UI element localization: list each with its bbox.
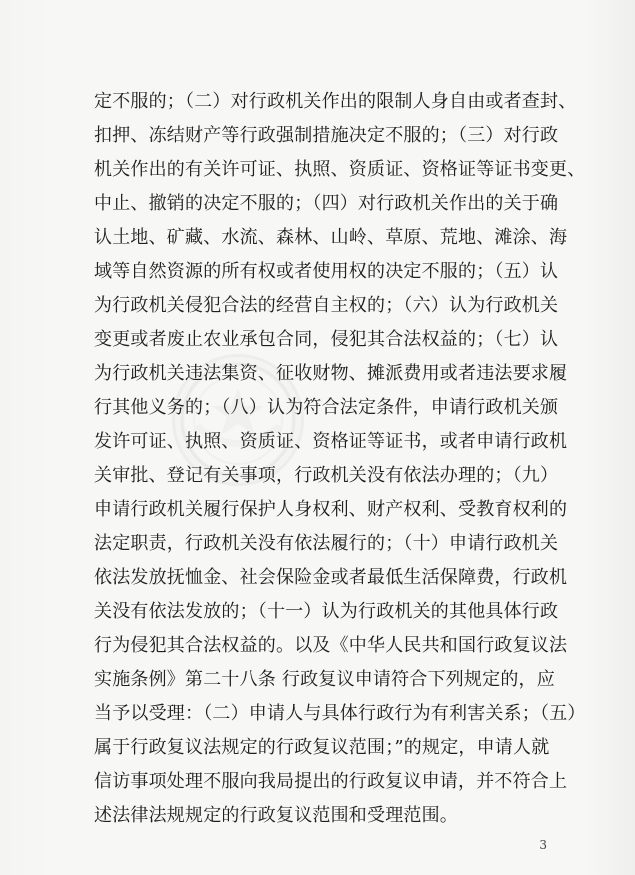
body-text-line-12: 关审批、登记有关事项，行政机关没有依法办理的；（九） (94, 465, 559, 486)
body-text-line-20: 属于行政复议法规定的行政复议范围；”的规定，申请人就 (94, 737, 550, 758)
body-text-line-3: 机关作出的有关许可证、执照、资质证、资格证等证书变更、 (94, 159, 586, 180)
body-text-line-5: 认土地、矿藏、水流、森林、山岭、草原、荒地、滩涂、海 (94, 227, 568, 248)
body-text-line-15: 依法发放抚恤金、社会保险金或者最低生活保障费，行政机 (94, 567, 568, 588)
body-text-line-7: 为行政机关侵犯合法的经营自主权的；（六）认为行政机关 (94, 295, 559, 316)
body-text-line-2: 扣押、冻结财产等行政强制措施决定不服的；（三）对行政 (94, 125, 559, 146)
body-text-line-22: 述法律法规规定的行政复议范围和受理范围。 (94, 805, 458, 826)
body-text-line-6: 域等自然资源的所有权或者使用权的决定不服的；（五）认 (94, 261, 559, 282)
body-text-line-17: 行为侵犯其合法权益的。以及《中华人民共和国行政复议法 (94, 635, 568, 656)
body-text-line-4: 中止、撤销的决定不服的；（四）对行政机关作出的关于确 (94, 193, 559, 214)
body-text-line-13: 申请行政机关履行保护人身权利、财产权利、受教育权利的 (94, 499, 568, 520)
body-text-line-18: 实施条例》第二十八条 行政复议申请符合下列规定的，应 (94, 669, 555, 690)
body-text-line-8: 变更或者废止农业承包合同，侵犯其合法权益的；（七）认 (94, 329, 559, 350)
body-text-line-1: 定不服的；（二）对行政机关作出的限制人身自由或者查封、 (94, 91, 577, 112)
page-number: 3 (539, 838, 547, 852)
body-text-line-21: 信访事项处理不服向我局提出的行政复议申请，并不符合上 (94, 771, 568, 792)
body-text-line-14: 法定职责，行政机关没有依法履行的；（十）申请行政机关 (94, 533, 559, 554)
body-text-line-9: 为行政机关违法集资、征收财物、摊派费用或者违法要求履 (94, 363, 568, 384)
body-text-line-11: 发许可证、执照、资质证、资格证等证书，或者申请行政机 (94, 431, 568, 452)
body-text-line-16: 关没有依法发放的；（十一）认为行政机关的其他具体行政 (94, 601, 559, 622)
body-text-line-10: 行其他义务的；（八）认为符合法定条件，申请行政机关颁 (94, 397, 559, 418)
body-text-line-19: 当予以受理：（二）申请人与具体行政行为有利害关系；（五） (94, 703, 586, 724)
